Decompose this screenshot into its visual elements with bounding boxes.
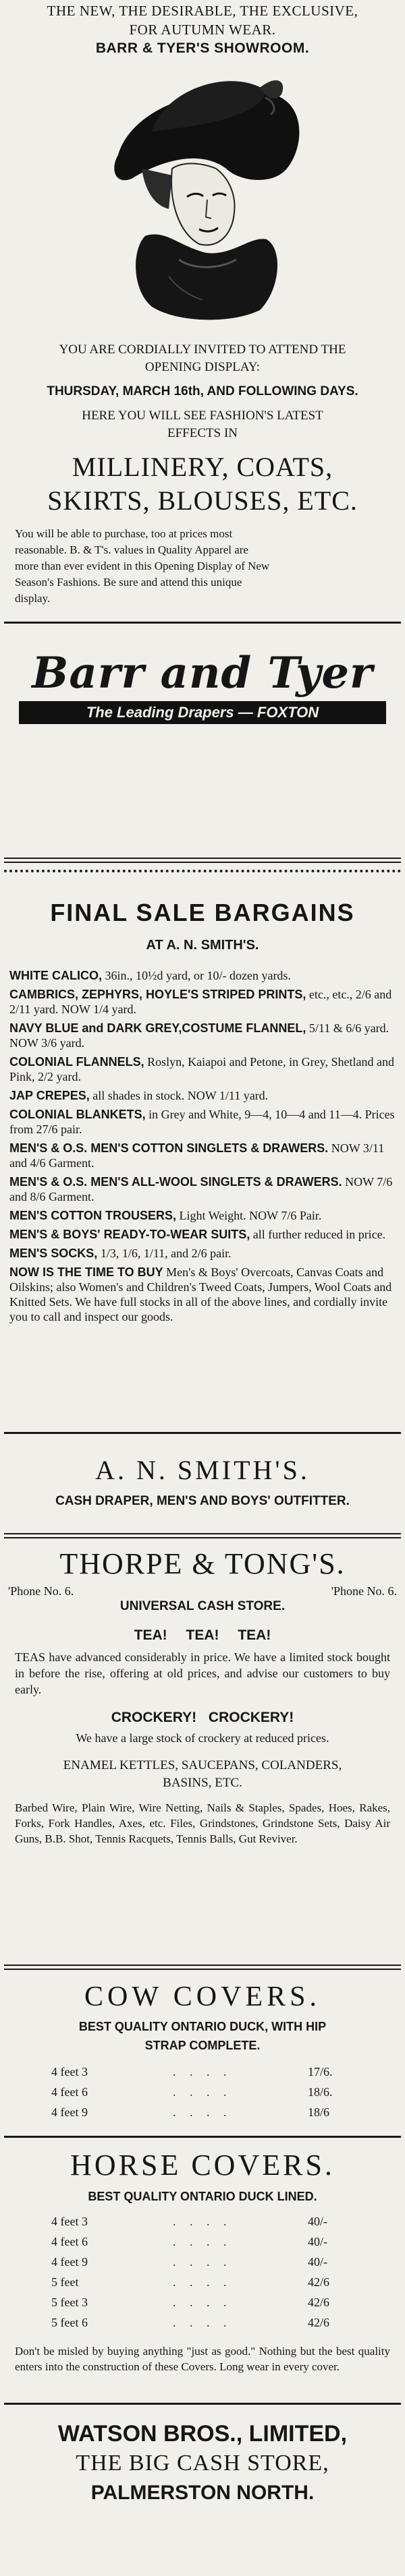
body-line-3: more than ever evident in this Opening Display of New — [15, 560, 270, 572]
table-row: 5 feet 3 . . . . 42/6 — [51, 2295, 330, 2309]
thorpe-subtitle: UNIVERSAL CASH STORE. — [119, 1599, 286, 1613]
table-row: 4 feet 3 . . . . 40/- — [51, 2214, 327, 2228]
sale-subtitle: AT A. N. SMITH'S. — [146, 938, 259, 953]
lady-in-hat-illustration — [105, 67, 307, 324]
header-line-2: FOR AUTUMN WEAR. — [129, 22, 276, 38]
table-row: 4 feet 9 . . . . 18/6 — [51, 2105, 330, 2119]
list-item: COLONIAL FLANNELS, Roslyn, Kaiapoi and Petone, in Grey, Shetland and Pink, 2/2 yard. — [9, 1055, 394, 1083]
table-row: 4 feet 6 . . . . 40/- — [51, 2234, 327, 2248]
opening-date: THURSDAY, MARCH 16th, AND FOLLOWING DAYS. — [47, 384, 358, 398]
list-item: MEN'S & O.S. MEN'S ALL-WOOL SINGLETS & DRAWERS. NOW 7/6 and 8/6 Garment. — [9, 1175, 393, 1203]
enamel-line-2: BASINS, ETC. — [163, 1776, 242, 1790]
cow-sub-line-1: BEST QUALITY ONTARIO DUCK, WITH HIP — [78, 2020, 327, 2033]
phone-left: 'Phone No. 6. — [8, 1584, 74, 1598]
smith-store-name: A. N. SMITH'S. — [95, 1455, 310, 1485]
hardware-text: Barbed Wire, Plain Wire, Wire Netting, Nails & Staples, Spades, Hoes, Rakes, Forks, Fork Handles, Axes, etc. Files, Grindstones, Grindstone Sets, Daisy Air Guns, B.B. Shot, Tennis Racquets, Tennis Balls, Gut Reviver. — [15, 1801, 390, 1845]
list-item: NOW IS THE TIME TO BUY Men's & Boys' Overcoats, Canvas Coats and Oilskins; also Women's and Children's Tweed Coats, Jumpers, Wool Coats and Knitted Sets. We have full stocks in all of the above lines, and cordially invite you to call and inspect our goods. — [9, 1265, 392, 1323]
divider — [4, 2136, 401, 2138]
body-line-5: display. — [15, 592, 51, 605]
logo-tagline-bar — [19, 701, 386, 724]
list-item: NAVY BLUE and DARK GREY,COSTUME FLANNEL, 5/11 & 6/6 yard. NOW 3/6 yard. — [9, 1021, 389, 1050]
invite-line-1: YOU ARE CORDIALLY INVITED TO ATTEND THE — [59, 342, 346, 357]
list-item: MEN'S & O.S. MEN'S COTTON SINGLETS & DRAWERS. NOW 3/11 and 4/6 Garment. — [9, 1141, 385, 1170]
tea-heading: TEA! TEA! TEA! — [134, 1627, 271, 1643]
tea-text: TEAS have advanced considerably in price. We have a limited stock bought in before the rise, offering at old prices, and advise our customers to buy early. — [15, 1650, 390, 1696]
see-line-2: EFFECTS IN — [167, 426, 238, 440]
phone-right: 'Phone No. 6. — [331, 1584, 397, 1598]
thorpe-tong-ad — [0, 1542, 405, 1960]
watson-town: PALMERSTON NORTH. — [90, 2482, 315, 2504]
caution-text: Don't be misled by buying anything "just as good." Nothing but the best quality enters into the construction of these Covers. Long wear in every cover. — [15, 2345, 390, 2373]
body-line-2: reasonable. B. & T's. values in Quality Apparel are — [15, 543, 248, 556]
watson-store: THE BIG CASH STORE, — [76, 2451, 329, 2476]
cow-sub-line-2: STRAP COMPLETE. — [144, 2039, 261, 2052]
header-showroom: BARR & TYER'S SHOWROOM. — [95, 40, 310, 56]
cow-covers-price-table — [51, 2062, 369, 2122]
table-row: 4 feet 6 . . . . 18/6. — [51, 2085, 333, 2099]
big-line-2: SKIRTS, BLOUSES, ETC. — [47, 485, 358, 516]
logo-script: Barr and Tyer — [32, 648, 373, 698]
cow-covers-title: COW COVERS. — [84, 1981, 321, 2012]
list-item: MEN'S SOCKS, 1/3, 1/6, 1/11, and 2/6 pair. — [9, 1247, 232, 1260]
sale-title: FINAL SALE BARGAINS — [50, 899, 355, 926]
enamel-line-1: ENAMEL KETTLES, SAUCEPANS, COLANDERS, — [63, 1758, 342, 1772]
divider — [4, 622, 401, 624]
body-line-4: Season's Fashions. Be sure and attend this unique — [15, 576, 242, 589]
table-row: 5 feet 6 . . . . 42/6 — [51, 2315, 330, 2329]
divider — [4, 858, 401, 863]
divider — [4, 1965, 401, 1970]
list-item: JAP CREPES, all shades in stock. NOW 1/11 yard. — [9, 1089, 269, 1102]
big-line-1: MILLINERY, COATS, — [72, 452, 333, 482]
horse-covers-price-table — [51, 2211, 369, 2333]
divider — [4, 2403, 401, 2405]
crockery-heading: CROCKERY! CROCKERY! — [111, 1710, 294, 1725]
smith-store-banner — [0, 1440, 405, 1521]
table-row: 4 feet 3 . . . . 17/6. — [51, 2064, 333, 2078]
divider — [4, 1533, 401, 1538]
watson-name: WATSON BROS., LIMITED, — [57, 2421, 348, 2447]
barr-tyer-logo — [12, 647, 393, 728]
watson-ad — [0, 1971, 405, 2576]
list-item: CAMBRICS, ZEPHYRS, HOYLE'S STRIPED PRINTS, etc., etc., 2/6 and 2/11 yard. NOW 1/4 yard. — [9, 988, 392, 1016]
divider — [4, 870, 401, 872]
table-row: 5 feet . . . . 42/6 — [51, 2275, 330, 2289]
thorpe-title: THORPE & TONG'S. — [59, 1547, 346, 1580]
list-item: COLONIAL BLANKETS, in Grey and White, 9—4, 10—4 and 11—4. Prices from 27/6 pair. — [9, 1108, 395, 1136]
list-item: MEN'S & BOYS' READY-TO-WEAR SUITS, all further reduced in price. — [9, 1228, 386, 1241]
horse-covers-title: HORSE COVERS. — [70, 2149, 335, 2182]
invite-line-2: OPENING DISPLAY: — [144, 360, 261, 374]
logo-tagline: The Leading Drapers — FOXTON — [86, 704, 319, 721]
horse-sub: BEST QUALITY ONTARIO DUCK LINED. — [88, 2190, 317, 2203]
sale-items-list — [0, 968, 405, 1328]
see-line-1: HERE YOU WILL SEE FASHION'S LATEST — [82, 409, 323, 423]
list-item: MEN'S COTTON TROUSERS, Light Weight. NOW 7/6 Pair. — [9, 1209, 322, 1222]
body-line-1: You will be able to purchase, too at prices most — [15, 527, 233, 540]
divider — [4, 1432, 401, 1434]
smith-store-desc: CASH DRAPER, MEN'S AND BOYS' OUTFITTER. — [55, 1494, 350, 1508]
list-item: WHITE CALICO, 36in., 10½d yard, or 10/- dozen yards. — [9, 969, 291, 982]
table-row: 4 feet 9 . . . . 40/- — [51, 2254, 327, 2269]
crockery-text: We have a large stock of crockery at reduced prices. — [76, 1731, 329, 1745]
smith-ad — [0, 874, 405, 1440]
header-line-1: THE NEW, THE DESIRABLE, THE EXCLUSIVE, — [47, 3, 358, 19]
barr-tyer-ad — [0, 0, 405, 762]
